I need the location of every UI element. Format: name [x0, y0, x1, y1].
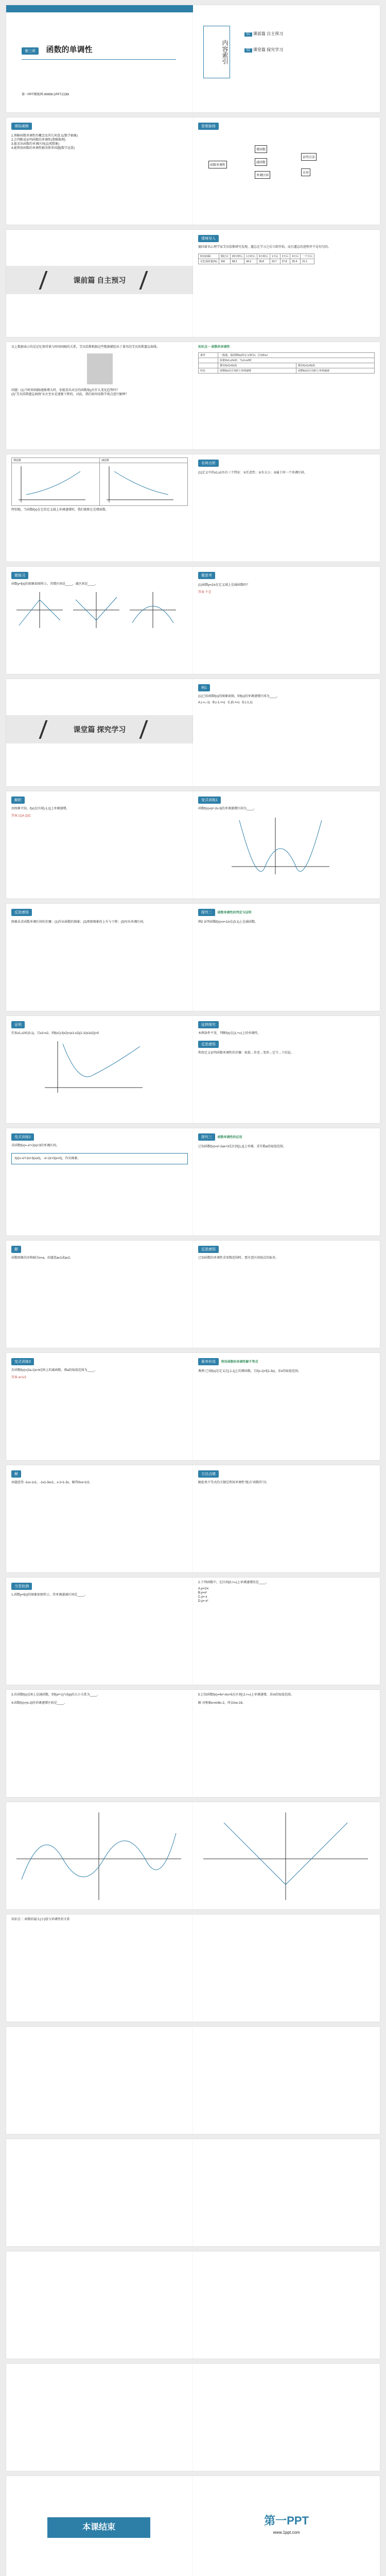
s1b-question: 问题：(1)当时间间隔t逐渐增大时，你能看出对应的函数值y有什么变化趋势吗？: [11, 389, 120, 392]
blank-slide-d: [193, 2027, 380, 2134]
increasing-graph: [13, 464, 91, 504]
intro-slide: [193, 230, 380, 337]
blank-slide-j: [193, 2364, 380, 2471]
ex11b-slide: [193, 1578, 380, 1685]
toc-item-2[interactable]: 02 课堂篇 探究学习: [244, 47, 283, 53]
ex4-text: 本例条件不变，判断f(x)在(1,+∞)上的单调性。: [198, 1032, 261, 1035]
section2-slide: [6, 679, 193, 786]
ex7b-tag: 反思感悟: [198, 1246, 219, 1253]
mindmap-node: 应用: [301, 168, 310, 176]
ex10b-text: 解此类不等式的关键是利用单调性"脱去"函数符号f。: [198, 1481, 269, 1484]
ex12-text: 3.若函数f(x)在R上是减函数，则f(a²+1)与f(a)的大小关系为____。: [11, 1693, 100, 1697]
section1-title: 课前篇 自主预习: [73, 276, 126, 284]
section2-title: 课堂篇 探究学习: [73, 725, 126, 734]
mindmap-tag: 思维脉络: [198, 123, 219, 130]
mindmap-slide: [193, 117, 380, 225]
s1e-tag: 名师点析: [198, 460, 219, 467]
ex12-slide: [6, 1690, 193, 1797]
goals-tag: 课标阐释: [11, 123, 32, 130]
goal-line: 2.会判断或证明函数的单调性(逻辑推理): [11, 139, 66, 142]
blank-slide-b: [193, 1914, 380, 2022]
s1b-slide: [6, 342, 193, 449]
ex3-sub: 例2 证明函数f(x)=x+1/x在(0,1)上是减函数。: [198, 921, 258, 924]
goal-line: 1.理解函数单调性的概念及其几何意义(数学抽象): [11, 134, 78, 138]
blank-slide-h: [193, 2251, 380, 2359]
ad-url[interactable]: www.1ppt.com: [273, 2530, 300, 2535]
ex1b-tag: 解析: [11, 796, 25, 804]
ex1-slide: [193, 679, 380, 786]
blank-slide-c: [6, 2027, 193, 2134]
ex7-text: 函数图象的对称轴为x=a，由题意a≤1或a≥2。: [11, 1257, 73, 1260]
ex11-tag: 当堂检测: [11, 1583, 32, 1590]
end-slide: [6, 2476, 193, 2576]
toc-title: 内容索引: [203, 26, 230, 78]
ex1b-text: 由图象可知，f(x)在区间[-1,1]上单调递增。: [11, 807, 69, 810]
s1d-note: 特别地，当函数f(x)在它的定义域上单调递增时，我们就称它是增函数。: [11, 509, 109, 512]
ex13b-tag: 解: [198, 1702, 202, 1705]
ex11b-option: C.y=-x: [198, 1596, 207, 1599]
ex2-text: 图象法求函数单调区间的步骤：(1)作出函数的图象；(2)观察图象的上升与下降；(3)写出单调区间。: [11, 921, 147, 924]
increase-label: 增函数: [12, 458, 100, 463]
ex2b-tag: 变式训练1: [198, 796, 221, 804]
ex1b-slide: [6, 791, 193, 899]
ex5-slide: [6, 1128, 193, 1235]
ex8-text: 若函数f(x)=(2a-1)x+b是R上的减函数，则a的取值范围为____。: [11, 1369, 98, 1372]
ex10b-slide: [193, 1465, 380, 1572]
ex1-option: D.(-1,1): [242, 701, 253, 704]
ex6b-text: 已知函数f(x)=x²-2ax+3在区间[1,2]上单调，求实数a的取值范围。: [198, 1145, 286, 1148]
decrease-label: 减函数: [100, 458, 188, 463]
ex3b-tag: 证明: [11, 1021, 25, 1028]
ex8b-tag: 答案: [11, 1376, 18, 1379]
ex8-slide: [6, 1353, 193, 1460]
ex7b-text: 已知函数的单调性求参数范围时，要注意区间端点的取舍。: [198, 1257, 279, 1260]
goals-slide: [6, 117, 193, 225]
s1g-answer: 答案 不是: [198, 591, 212, 594]
monotonic-table: 条件 一般地，设函数f(x)的定义域为I，区间D⊆I 如果∀x1,x2∈D，当x1<x2时 都有f(x1)<f(x2) 都有f(x1)>f(x2) 结论 函数f(x)在区间D上单调递增 函数f(x)在区间D上单调递减: [198, 352, 375, 374]
ex10-tag: 解: [11, 1470, 21, 1478]
s1f-text: 函数y=f(x)的图象如图所示，其增区间是____，减区间是____。: [11, 583, 98, 586]
goal-line: 3.能求出函数的单调区间(直观想象): [11, 143, 60, 146]
ex9-slide: [193, 1353, 380, 1460]
ex9b-text: 已知f(x)是定义在[-1,1]上的增函数，且f(x-1)<f(1-3x)，求x的取值范围。: [205, 1370, 301, 1373]
toc-item-1[interactable]: 01 课前篇 自主预习: [244, 31, 283, 37]
s1c-head: 知识点一 函数的单调性: [198, 346, 230, 349]
s1g-text: (1)函数y=1/x在定义域上是减函数吗？: [198, 584, 250, 587]
cover-title: 函数的单调性: [46, 45, 93, 54]
ex4b-tag: 反思感悟: [198, 1041, 219, 1048]
ex2b-slide: [193, 791, 380, 899]
s1b-text: 以上数据表示的是记忆保持量与时间间隔的关系，艾宾浩斯根据这些数据描绘出了著名的艾宾浩斯遗忘曲线。: [11, 346, 160, 349]
s1h-text: 知识点二 函数的最大(小)值与单调性的关系: [11, 1918, 70, 1921]
chapter-badge: 第三章: [22, 47, 39, 55]
s1b-question2: (2)"艾宾浩斯遗忘曲线"从左至右是逐渐下降的，对此，我们如何用数学观点进行解释？: [11, 393, 129, 396]
s1f-graphs: [11, 589, 186, 631]
ex11b-option: D.y=-x²: [198, 1600, 208, 1603]
blank-slide-e: [6, 2139, 193, 2246]
ex8-tag: 变式训练3: [11, 1358, 34, 1365]
portrait-image: [87, 353, 113, 384]
ex7-tag: 解: [11, 1246, 21, 1253]
ex11b-option: A.y=1/x: [198, 1587, 209, 1590]
mindmap-node: 单调区间: [255, 171, 270, 179]
line-graph: [193, 1802, 380, 1909]
graph-slide-a: [6, 1802, 193, 1909]
ex6-tag: 探究三: [198, 1133, 215, 1141]
ex6-slide: [193, 1128, 380, 1235]
ex3-tag: 探究二: [198, 909, 215, 916]
ex3b-slide: [6, 1016, 193, 1123]
memory-table: 时间间隔 刚记完 20分钟后 1小时后 8小时后 1天后 2天后 6天后 一个月后 记忆保持量(%) 100 58.2 44.2 35.8 33.7 27.8 25.4 21.1: [198, 253, 314, 264]
ex1-tag: 例1: [198, 684, 210, 691]
ex5b-text: f(x)=-x²+2x+3(x≥0)，-x²-2x+3(x<0)，作出图象。: [15, 1157, 81, 1160]
intro-tag: 情境导入: [198, 235, 219, 242]
ex12b-text: 4.函数f(x)=|x-2|的单调递增区间是____。: [11, 1702, 67, 1705]
section1-slide: [6, 230, 193, 337]
mindmap-node: 证明方法: [301, 153, 317, 161]
ex9b-tag: 典例: [198, 1370, 205, 1373]
graph-slide-b: [193, 1802, 380, 1909]
ex1-option: C.(0,+∞): [227, 701, 240, 704]
ex10-text: 由题意得 -1≤x-1≤1，-1≤1-3x≤1，x-1<1-3x，解得0≤x<1/2。: [11, 1481, 93, 1484]
blank-slide-f: [193, 2139, 380, 2246]
ex5-tag: 变式训练2: [11, 1133, 34, 1141]
ex5-text: 求函数f(x)=-x²+2|x|+3的单调区间。: [11, 1144, 59, 1147]
ex9-text: 利用函数的单调性解不等式: [221, 1361, 258, 1364]
ex1-option: B.(-1,+∞): [212, 701, 225, 704]
ex4-tag: 延伸探究: [198, 1021, 219, 1028]
s1f-slide: [6, 567, 193, 674]
ex13b-text: 对称轴x=m/8≤-2，所以m≤-16。: [202, 1702, 245, 1705]
s1e-text: (1)定义中的x1,x2具有三个特征：①任意性；②有大小；③属于同一个单调区间。: [198, 471, 307, 474]
s1e-slide: [193, 454, 380, 562]
toc-slide: [193, 5, 380, 112]
ex2-tag: 反思感悟: [11, 909, 32, 916]
cover-site: 第一PPT模板网-WWW.1PPT.COM: [22, 93, 69, 96]
abs-quadratic-graph: [229, 815, 332, 877]
s1g-slide: [193, 567, 380, 674]
ex7-slide: [6, 1241, 193, 1348]
decreasing-graph: [101, 464, 179, 504]
ex9-tag: 素养形成: [198, 1358, 219, 1365]
ex3-text: 函数单调性的判定与证明: [217, 911, 252, 914]
blank-slide-a: [6, 1914, 193, 2022]
goal-line: 4.能利用函数的单调性解决简单问题(数学运算): [11, 147, 75, 150]
ex1-option: A.(-∞,-1): [198, 701, 210, 704]
ex4-slide: [193, 1016, 380, 1123]
blank-slide-i: [6, 2364, 193, 2471]
mindmap-root: 函数单调性: [208, 161, 227, 168]
ex3-slide: [193, 904, 380, 1011]
ex3b-graph: [42, 1039, 145, 1095]
ad-slide: [193, 2476, 380, 2576]
ex11-slide: [6, 1578, 193, 1685]
ex6-text: 函数单调性的应用: [217, 1136, 242, 1139]
ex2b-text: 函数f(x)=|x²-2x-3|的单调递增区间为____。: [198, 807, 257, 810]
ad-brand: 第一PPT: [264, 2514, 309, 2527]
ex4b-text: 利用定义证明函数单调性的步骤：取值→作差→变形→定号→下结论。: [198, 1052, 294, 1055]
ex1-text: (1)已知函数f(x)的图象如图，则f(x)的单调递增区间为____。: [198, 695, 280, 698]
ex8b-text: a<1/2: [18, 1376, 26, 1379]
mindmap-node: 减函数: [255, 158, 267, 166]
ex5-flowchart: [11, 1153, 188, 1164]
ex13-text: 5.已知函数f(x)=4x²-mx+5在区间[-2,+∞)上单调递增，求m的取值范围。: [198, 1693, 294, 1697]
s1c-slide: [193, 342, 380, 449]
end-title: 本课结束: [47, 2517, 150, 2538]
ex7b-slide: [193, 1241, 380, 1348]
ex2-slide: [6, 904, 193, 1011]
ex10b-tag: 方法点睛: [198, 1470, 219, 1478]
intro-text: 德国著名心理学家艾宾浩斯研究发现，遗忘在学习之后立即开始，而且遗忘的进程并不是均匀的。: [198, 246, 331, 249]
ex10-slide: [6, 1465, 193, 1572]
ex11b-text: 2.下列函数中，在区间(0,+∞)上单调递增的是____。: [198, 1581, 269, 1584]
s1g-tag: 微思考: [198, 572, 215, 579]
wave-graph: [6, 1802, 193, 1909]
blank-slide-g: [6, 2251, 193, 2359]
mindmap-node: 增函数: [255, 145, 267, 153]
ex11-text: 1.函数y=f(x)的图象如图所示，其单调递减区间是____。: [11, 1594, 87, 1597]
ex13-slide: [193, 1690, 380, 1797]
ex11b-option: B.y=x²: [198, 1591, 207, 1595]
s1d-slide: [6, 454, 193, 562]
cover-slide: [6, 5, 193, 112]
s1f-tag: 微练习: [11, 572, 28, 579]
ex1b-answer: 答案 (1)A (2)C: [11, 815, 31, 818]
ex3b-text: 任取x1,x2∈(0,1)，且x1<x2，则f(x1)-f(x2)=(x1-x2)(1-1/(x1x2))>0: [11, 1032, 99, 1035]
